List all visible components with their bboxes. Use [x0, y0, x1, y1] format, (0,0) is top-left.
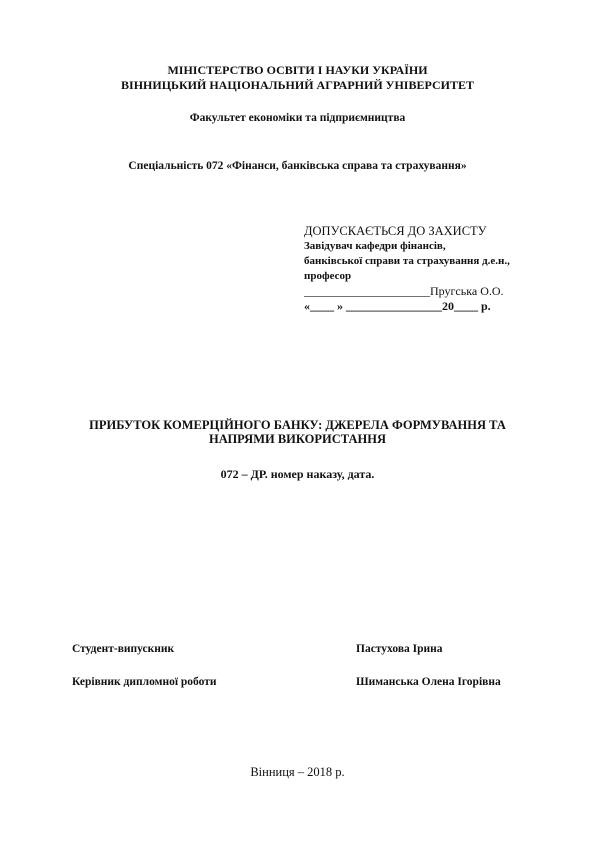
thesis-title-line2: НАПРЯМИ ВИКОРИСТАННЯ	[209, 432, 386, 446]
thesis-title-line1: ПРИБУТОК КОМЕРЦІЙНОГО БАНКУ: ДЖЕРЕЛА ФОРМУВАННЯ ТА	[89, 418, 506, 432]
student-label: Студент-випускник	[72, 643, 175, 655]
thesis-code: 072 – ДР. номер наказу, дата.	[220, 467, 375, 481]
approval-position-line1: Завідувач кафедри фінансів,	[304, 240, 446, 252]
approval-position-line3: професор	[304, 270, 352, 282]
student-name: Пастухова Ірина	[356, 643, 443, 655]
supervisor-label: Керівник дипломної роботи	[72, 676, 217, 688]
approval-heading: ДОПУСКАЄТЬСЯ ДО ЗАХИСТУ	[304, 224, 487, 238]
ministry-name: МІНІСТЕРСТВО ОСВІТИ І НАУКИ УКРАЇНИ	[167, 63, 428, 77]
faculty-name: Факультет економіки та підприємництва	[189, 112, 406, 124]
supervisor-name: Шиманська Олена Ігорівна	[356, 676, 501, 688]
approval-signature-line: _____________________Пругська О.О.	[304, 284, 504, 298]
city-year: Вінниця – 2018 р.	[250, 765, 345, 779]
specialty-name: Спеціальність 072 «Фінанси, банківська справа та страхування»	[128, 160, 467, 172]
approval-block	[304, 224, 574, 314]
approval-date-line: «____ » ________________20____ р.	[304, 299, 491, 313]
approval-position-line2: банківської справи та страхування д.е.н.,	[304, 255, 510, 267]
university-name: ВІННИЦЬКИЙ НАЦІОНАЛЬНИЙ АГРАРНИЙ УНІВЕРСИТЕТ	[121, 78, 474, 92]
